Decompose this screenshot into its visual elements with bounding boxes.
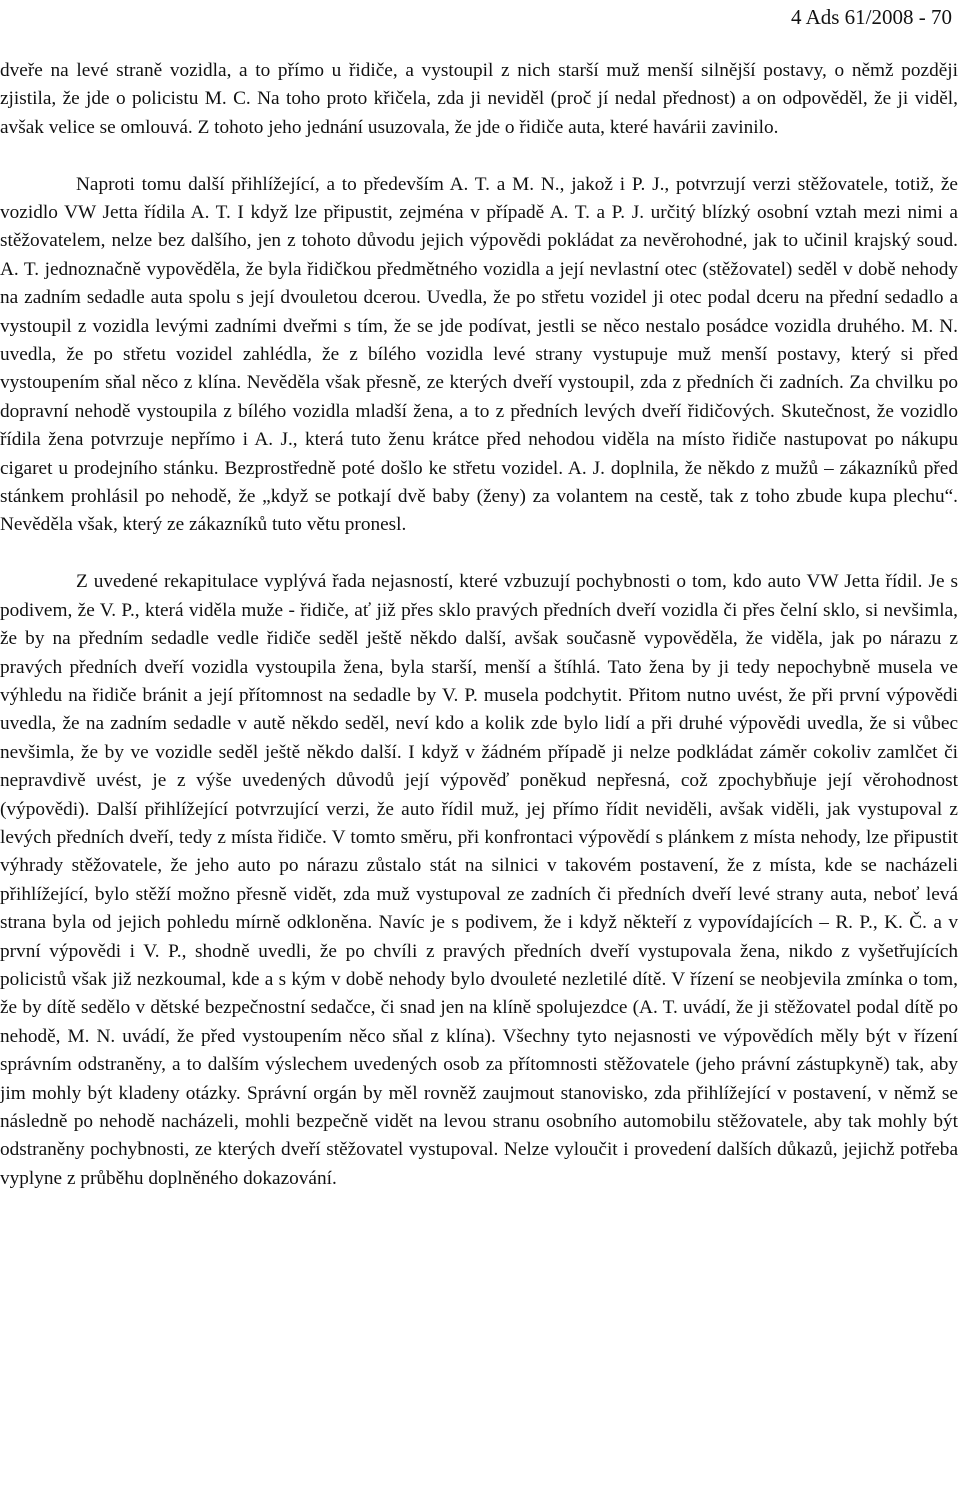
page-header-reference: 4 Ads 61/2008 - 70 xyxy=(790,5,952,29)
paragraph-witness-testimony: Naproti tomu další přihlížející, a to především A. T. a M. N., jakož i P. J., potvrzují verzi stěžovatele, totiž, že vozidlo VW Jetta řídila A. T. I když lze připustit, zejména v případě A. T. a P. J. určitý blízký osobní vztah mezi nimi a stěžovatelem, nelze bez dalšího, jen z tohoto důvodu jejich výpovědi pokládat za nevěrohodné, jak to učinil krajský soud. A. T. jednoznačně vypověděla, že byla řidičkou předmětného vozidla a její nevlastní otec (stěžovatel) seděl v době nehody na zadním sedadle auta spolu s její dvouletou dcerou. Uvedla, že po střetu vozidel ji otec podal dceru na přední sedadlo a vystoupil z vozidla levými zadními dveřmi s tím, že se jde podívat, jestli se něco nestalo posádce vozidla druhého. M. N. uvedla, že po střetu vozidel zahlédla, že z bílého vozidla levé strany vystupuje muž menší postavy, který si před vystoupením sňal něco z klína. Nevěděla však přesně, ze kterých dveří vystoupil, zda z předních či zadních. Za chvilku po dopravní nehodě vystoupila z bílého vozidla mladší žena, a to z předních levých dveří řidičových. Skutečnost, že vozidlo řídila žena potvrzuje nepřímo i A. J., která tuto ženu krátce před nehodou viděla na místo řidiče nastupovat po nákupu cigaret u prodejního stánku. Bezprostředně poté došlo ke střetu vozidel. A. J. doplnila, že někdo z mužů – zákazníků před stánkem prohlásil po nehodě, že „když se potkají dvě baby (ženy) za volantem na cestě, tak z toho zbude kupa plechu“. Nevěděla však, který ze zákazníků tuto větu pronesl. xyxy=(0,173,958,536)
document-body xyxy=(0,57,958,1193)
paragraph-continuation: dveře na levé straně vozidla, a to přímo u řidiče, a vystoupil z nich starší muž menší silnější postavy, o němž později zjistila, že jde o policistu M. C. Na toho proto křičela, zda ji neviděl (proč jí nedal přednost) a on odpověděl, že ji viděl, avšak velice se omlouvá. Z tohoto jeho jednání usuzovala, že jde o řidiče auta, které havárii zavinilo. xyxy=(0,60,958,138)
paragraph-recapitulation: Z uvedené rekapitulace vyplývá řada nejasností, které vzbuzují pochybnosti o tom, kdo auto VW Jetta řídil. Je s podivem, že V. P., která viděla muže - řidiče, ať již přes sklo pravých předních dveří vozidla či přes čelní sklo, si nevšimla, že by na předním sedadle vedle řidiče seděl ještě někdo další, avšak současně vypověděla, že viděla, jak po nárazu z pravých předních dveří vozidla vystoupila žena, byla starší, menší a štíhlá. Tato žena by ji tedy nepochybně musela ve výhledu na řidiče bránit a její přítomnost na sedadle by V. P. musela podchytit. Přitom nutno uvést, že při první výpovědi uvedla, že na zadním sedadle v autě někdo seděl, neví kdo a kolik zde bylo lidí a při druhé výpovědi uvedla, že si vůbec nevšimla, že by ve vozidle seděl ještě někdo další. I když v žádném případě ji nelze podkládat záměr cokoliv zamlčet či nepravdivě uvést, je z výše uvedených důvodů její výpověď poněkud nepřesná, což zpochybňuje její věrohodnost (výpovědi). Další přihlížející potvrzující verzi, že auto řídil muž, jej přímo řídit neviděli, avšak viděli, jak vystupoval z levých předních dveří, tedy z místa řidiče. V tomto směru, při konfrontaci výpovědí s plánkem z místa nehody, lze připustit výhrady stěžovatele, že jeho auto po nárazu zůstalo stát na silnici v takovém postavení, že z místa, kde se nacházeli přihlížející, bylo stěží možno přesně vidět, zda muž vystupoval ze zadních či předních dveří levé strany auta, neboť levá strana byla od jejich pohledu mírně odkloněna. Navíc je s podivem, že i když někteří z vypovídajících – R. P., K. Č. a v první výpovědi i V. P., shodně uvedli, že po chvíli z pravých předních dveří vystupovala žena, nikdo z vyšetřujících policistů však již nezkoumal, kde a s kým v době nehody bylo dvouleté nezletilé dítě. V řízení se neobjevila zmínka o tom, že by dítě sedělo v dětské bezpečnostní sedačce, či snad jen na klíně spolujezdce (A. T. uvádí, že ji stěžovatel podal dítě po nehodě, M. N. uvádí, že před vystoupením něco sňal z klína). Všechny tyto nejasnosti ve výpovědích měly být v řízení správním odstraněny, a to dalším výslechem uvedených osob za přítomnosti stěžovatele (jeho právní zástupkyně) tak, aby jim mohly být kladeny otázky. Správní orgán by měl rovněž zaujmout stanovisko, zda přihlížející v postavení, v němž se následně po nehodě nacházeli, mohli bezpečně vidět na levou stranu osobního automobilu stěžovatele, aby tak mohly být odstraněny pochybnosti, ze kterých dveří stěžovatel vystupoval. Nelze vyloučit i provedení dalších důkazů, jejichž potřeba vyplyne z průběhu doplněného dokazování. xyxy=(0,571,958,1189)
